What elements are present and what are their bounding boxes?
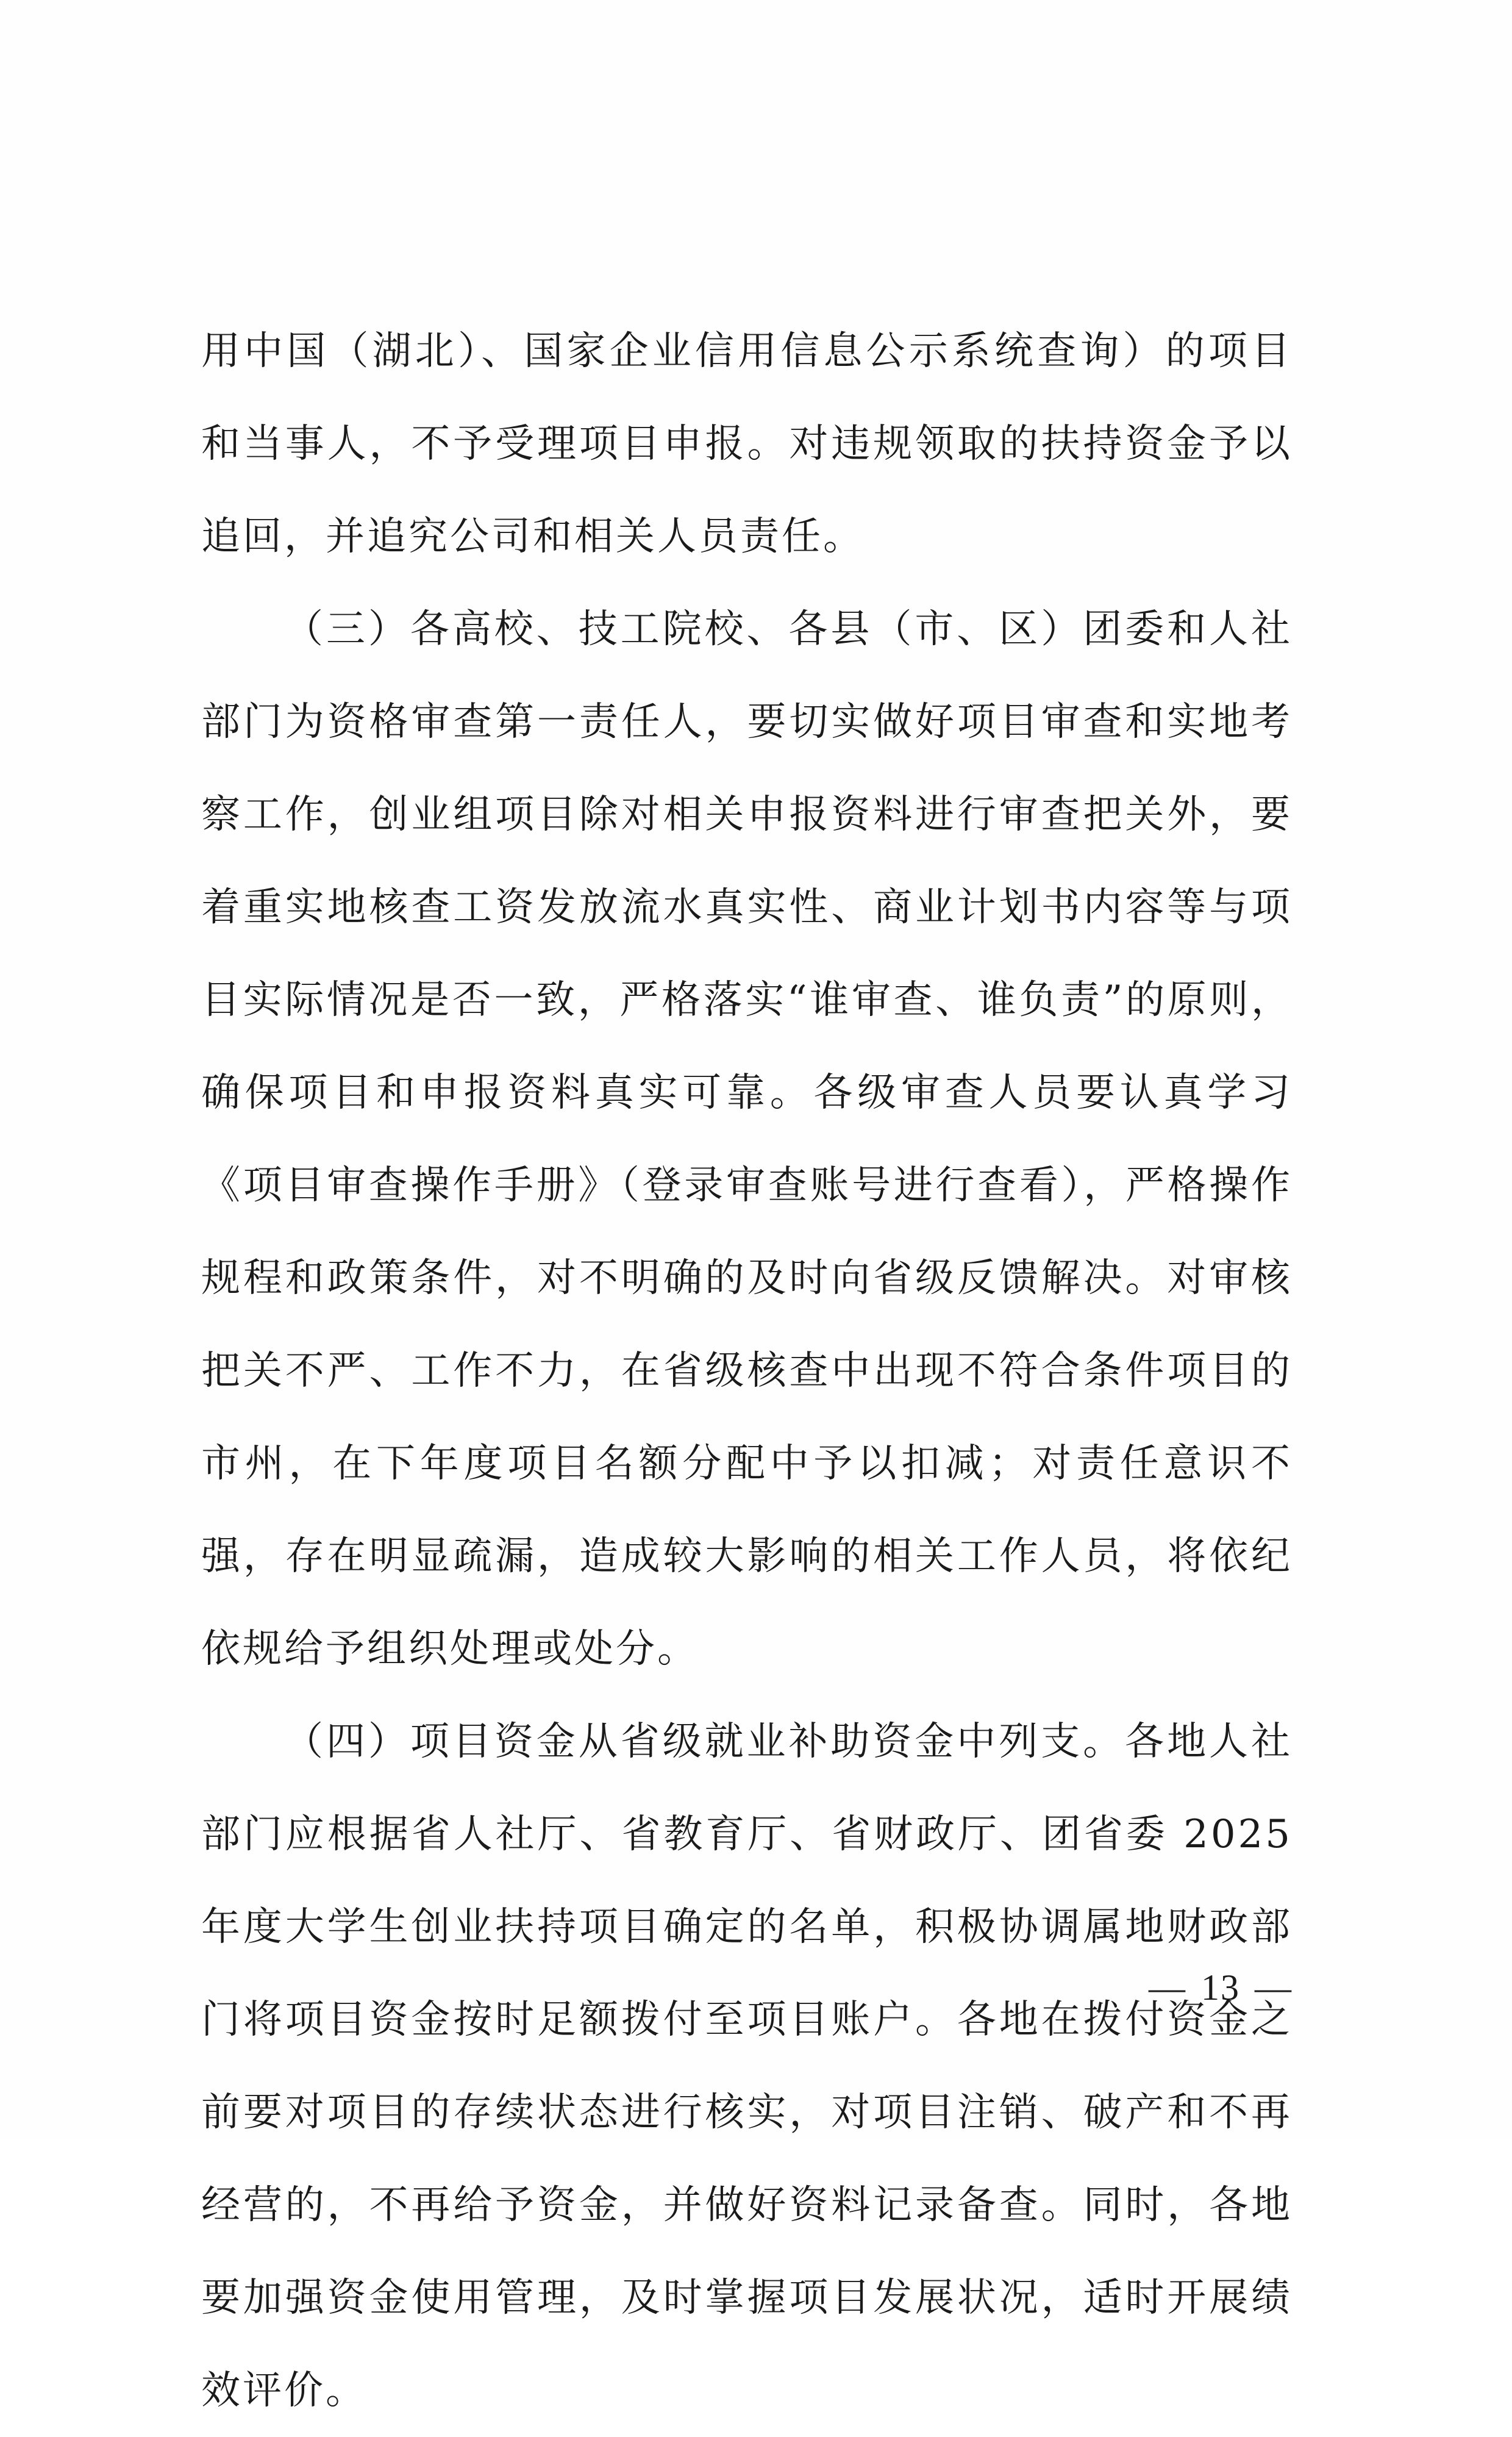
paragraph-2: （三）各高校、技工院校、各县（市、区）团委和人社部门为资格审查第一责任人，要切实做好项目审查和实地考察工作，创业组项目除对相关申报资料进行审查把关外，要着重实地核查工资发放流水真实性、商业计划书内容等与项目实际情况是否一致，严格落实“谁审查、谁负责”的原则，确保项目和申报资料真实可靠。各级审查人员要认真学习《项目审查操作手册》（登录审查账号进行查看），严格操作规程和政策条件，对不明确的及时向省级反馈解决。对审核把关不严、工作不力，在省级核查中出现不符合条件项目的市州，在下年度项目名额分配中予以扣减；对责任意识不强，存在明显疏漏，造成较大影响的相关工作人员，将依纪依规给予组织处理或处分。 — [201, 607, 1293, 1672]
paragraph-3: （四）项目资金从省级就业补助资金中列支。各地人社部门应根据省人社厅、省教育厅、省财政厅、团省委 2025 年度大学生创业扶持项目确定的名单，积极协调属地财政部门将项目资金按时足额拨付至项目账户。各地在拨付资金之前要对项目的存续状态进行核实，对项目注销、破产和不再经营的，不再给予资金，并做好资料记录备查。同时，各地要加强资金使用管理，及时掌握项目发展状况，适时开展绩效评价。 — [201, 1719, 1293, 2413]
page-number-right-dash: — — [1255, 1967, 1293, 2008]
body-text — [201, 305, 1293, 2437]
page-number-left-dash: — — [1149, 1967, 1186, 2008]
paragraph-1: 用中国（湖北）、国家企业信用信息公示系统查询）的项目和当事人，不予受理项目申报。对违规领取的扶持资金予以追回，并追究公司和相关人员责任。 — [201, 329, 1293, 559]
page-number — [1134, 1967, 1307, 2009]
page-number-value: 13 — [1201, 1967, 1240, 2008]
